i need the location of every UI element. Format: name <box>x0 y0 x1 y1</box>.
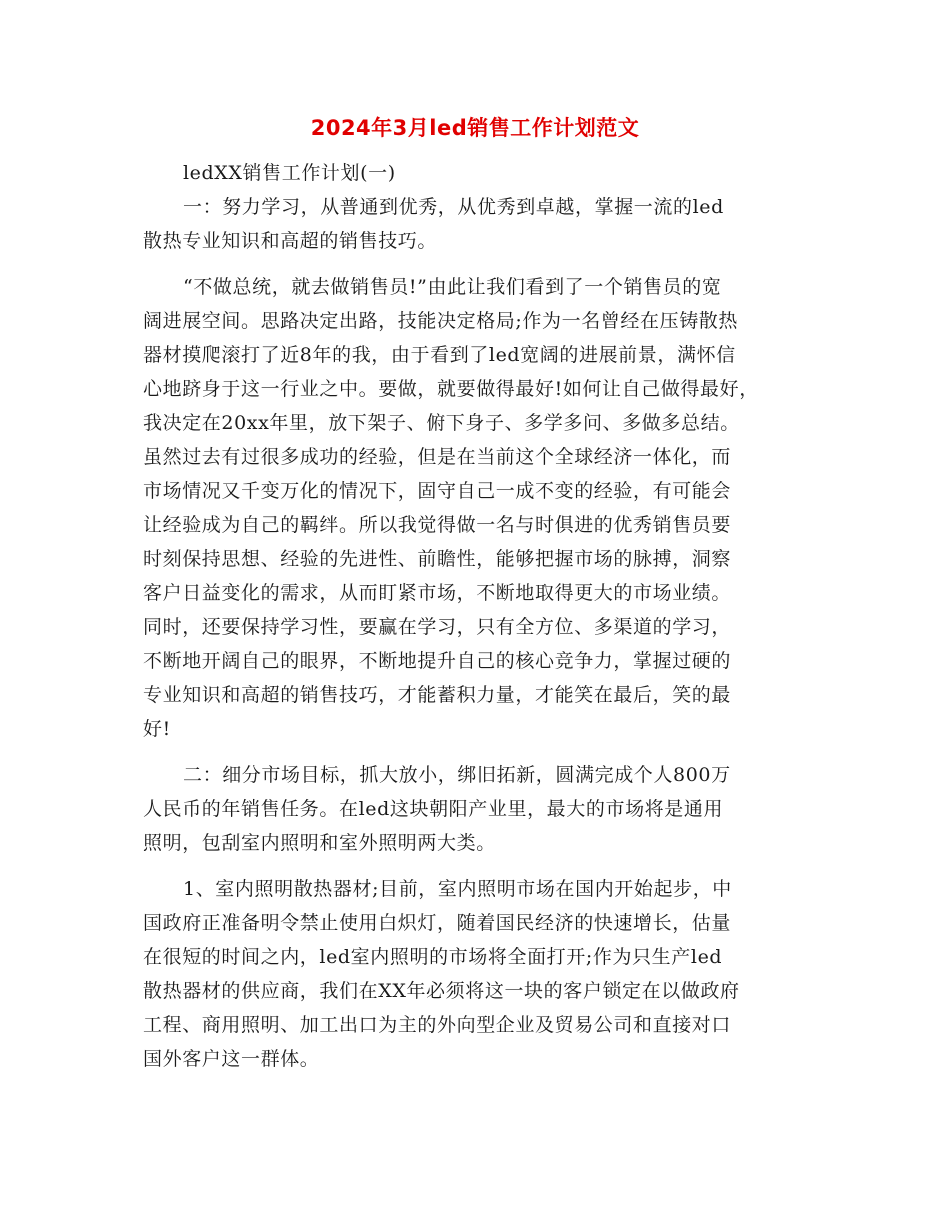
document-body <box>143 161 815 1081</box>
text-line: 专业知识和高超的销售技巧，才能蓄积力量，才能笑在最后，笑的最 <box>143 684 732 706</box>
text-line: 同时，还要保持学习性，要赢在学习，只有全方位、多渠道的学习， <box>143 616 732 638</box>
text-line: 好! <box>143 718 171 740</box>
text-line: 市场情况又千变万化的情况下，固守自己一成不变的经验，有可能会 <box>143 480 732 502</box>
text-line: 1、室内照明散热器材;目前，室内照明市场在国内开始起步，中 <box>183 878 732 900</box>
text-line: 散热器材的供应商，我们在XX年必须将这一块的客户锁定在以做政府 <box>143 980 740 1002</box>
text-line: 让经验成为自己的羁绊。所以我觉得做一名与时俱进的优秀销售员要 <box>143 514 732 536</box>
text-line: 国政府正准备明令禁止使用白炽灯，随着国民经济的快速增长，估量 <box>143 912 732 934</box>
text-line: 心地跻身于这一行业之中。要做，就要做得最好!如何让自己做得最好， <box>143 378 759 400</box>
document-subtitle: ledXX销售工作计划(一) <box>183 162 396 184</box>
text-line: 在很短的时间之内，led室内照明的市场将全面打开;作为只生产led <box>143 946 723 968</box>
text-line: 一：努力学习，从普通到优秀，从优秀到卓越，掌握一流的led <box>183 196 724 218</box>
text-line: 不断地开阔自己的眼界，不断地提升自己的核心竞争力，掌握过硬的 <box>143 650 732 672</box>
paragraph <box>143 877 815 1081</box>
paragraph <box>143 763 815 865</box>
paragraph <box>143 275 815 751</box>
text-line: 照明，包刮室内照明和室外照明两大类。 <box>143 832 496 854</box>
text-line: “不做总统，就去做销售员!”由此让我们看到了一个销售员的宽 <box>183 276 722 298</box>
text-line: 时刻保持思想、经验的先进性、前瞻性，能够把握市场的脉搏，洞察 <box>143 548 732 570</box>
document-title: 2024年3月led销售工作计划范文 <box>310 116 640 140</box>
text-line: 工程、商用照明、加工出口为主的外向型企业及贸易公司和直接对口 <box>143 1014 732 1036</box>
text-line: 虽然过去有过很多成功的经验，但是在当前这个全球经济一体化，而 <box>143 446 732 468</box>
paragraph <box>143 195 815 263</box>
text-line: 人民币的年销售任务。在led这块朝阳产业里，最大的市场将是通用 <box>143 798 724 820</box>
text-line: 我决定在20xx年里，放下架子、俯下身子、多学多问、多做多总结。 <box>143 412 740 434</box>
text-line: 阔进展空间。思路决定出路，技能决定格局;作为一名曾经在压铸散热 <box>143 310 739 332</box>
text-line: 客户日益变化的需求，从而盯紧市场，不断地取得更大的市场业绩。 <box>143 582 732 604</box>
text-line: 国外客户这一群体。 <box>143 1048 320 1070</box>
text-line: 器材摸爬滚打了近8年的我，由于看到了led宽阔的进展前景，满怀信 <box>143 344 736 366</box>
text-line: 二：细分市场目标，抓大放小，绑旧拓新，圆满完成个人800万 <box>183 764 731 786</box>
text-line: 散热专业知识和高超的销售技巧。 <box>143 230 438 252</box>
